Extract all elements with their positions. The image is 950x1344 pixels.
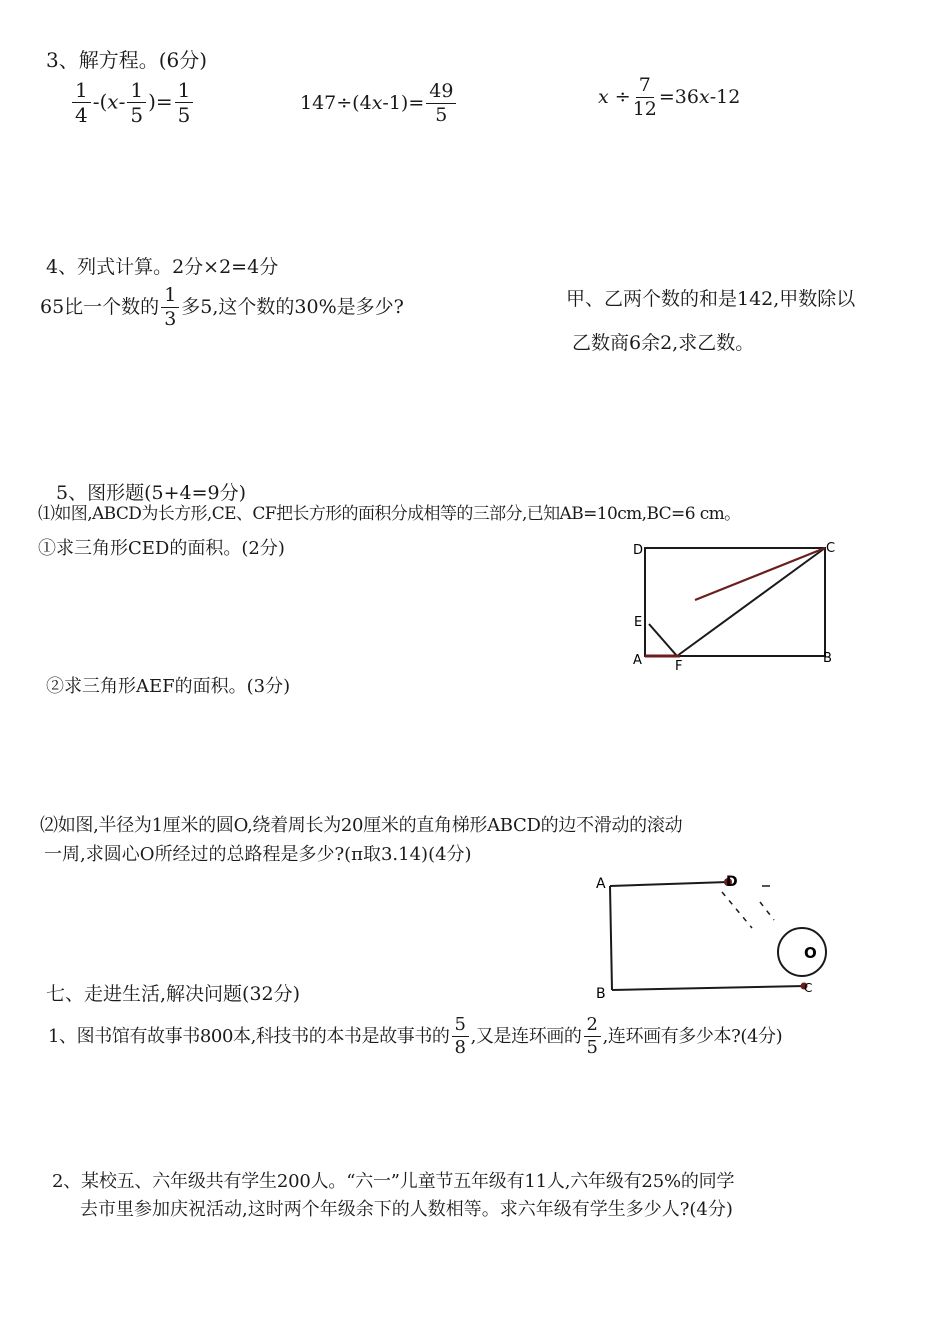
q5-part1-question-1: ①求三角形CED的面积。(2分): [38, 538, 285, 559]
rectangle-figure: [625, 538, 845, 678]
side-ad: [610, 882, 728, 886]
fraction: $\frac{49}{5}$: [426, 82, 456, 126]
q7-problem-2-line2: 去市里参加庆祝活动,这时两个年级余下的人数相等。求六年级有学生多少人?(4分): [80, 1199, 733, 1220]
fraction: $\frac{1}{5}$: [175, 80, 194, 126]
fraction: $\frac{1}{5}$: [127, 80, 146, 126]
q4-problem-2-line2: 乙数商6余2,求乙数。: [572, 332, 755, 354]
q4-title: 4、列式计算。2分×2=4分: [46, 256, 279, 278]
label-c: C: [826, 541, 836, 556]
q5-part1-intro: ⑴如图,ABCD为长方形,CE、CF把长方形的面积分成相等的三部分,已知AB=10cm,BC=6 cm。: [38, 504, 741, 524]
label-b: B: [823, 651, 832, 666]
q7-problem-1: 1、图书馆有故事书800本,科技书的本书是故事书的 $\frac{5}{8}$ ,又是连环画的 $\frac{2}{5}$ ,连环画有多少本?(4分): [48, 1014, 783, 1058]
label-d: D: [726, 874, 738, 890]
label-d: D: [633, 543, 644, 558]
label-e: E: [634, 615, 643, 630]
q5-part2-line2: 一周,求圆心O所经过的总路程是多少?(π取3.14)(4分): [44, 844, 472, 865]
q3-equation-3: x ÷ $\frac{7}{12}$ =36x-12: [598, 74, 741, 120]
q3-equation-1: $\frac{1}{4}$ -(x- $\frac{1}{5}$ )= $\frac{1}{5}$: [70, 80, 195, 126]
circle-o: [778, 928, 826, 976]
q5-part2-line1: ⑵如图,半径为1厘米的圆O,绕着周长为20厘米的直角梯形ABCD的边不滑动的滚动: [40, 815, 683, 836]
q5-part1-question-2: ②求三角形AEF的面积。(3分): [46, 676, 291, 697]
fraction: $\frac{2}{5}$: [584, 1016, 601, 1058]
fraction: $\frac{5}{8}$: [452, 1016, 469, 1058]
q4-problem-2-line1: 甲、乙两个数的和是142,甲数除以: [566, 288, 856, 310]
trapezoid-figure: [590, 868, 840, 1004]
q7-title: 七、走进生活,解决问题(32分): [46, 983, 301, 1005]
dashed-slant-1: [722, 892, 752, 928]
side-ab: [610, 886, 612, 990]
label-a: A: [633, 653, 642, 668]
q3-title: 3、解方程。(6分): [46, 48, 208, 72]
fraction: $\frac{1}{4}$: [72, 80, 91, 126]
rectangle-abcd: [645, 548, 825, 656]
q3-equation-2: 147÷(4x-1)= $\frac{49}{5}$: [300, 82, 458, 126]
q7-problem-2-line1: 2、某校五、六年级共有学生200人。“六一”儿童节五年级有11人,六年级有25%的同学: [52, 1171, 735, 1192]
segment-ce-partial: [695, 548, 825, 600]
fraction: $\frac{1}{3}$: [161, 286, 179, 330]
label-b: B: [596, 986, 606, 1002]
segment-cf: [677, 548, 825, 656]
q5-title: 5、图形题(5+4=9分): [56, 482, 247, 504]
segment-ef: [649, 624, 677, 656]
label-c: C: [804, 981, 813, 995]
label-f: F: [675, 659, 683, 674]
q4-problem-1: 65比一个数的 $\frac{1}{3}$ 多5,这个数的30%是多少?: [40, 284, 404, 330]
fraction: $\frac{7}{12}$: [632, 74, 657, 120]
side-bc: [612, 986, 805, 990]
label-a: A: [596, 876, 606, 892]
dashed-slant-2: [760, 902, 774, 920]
label-o: O: [804, 944, 817, 962]
